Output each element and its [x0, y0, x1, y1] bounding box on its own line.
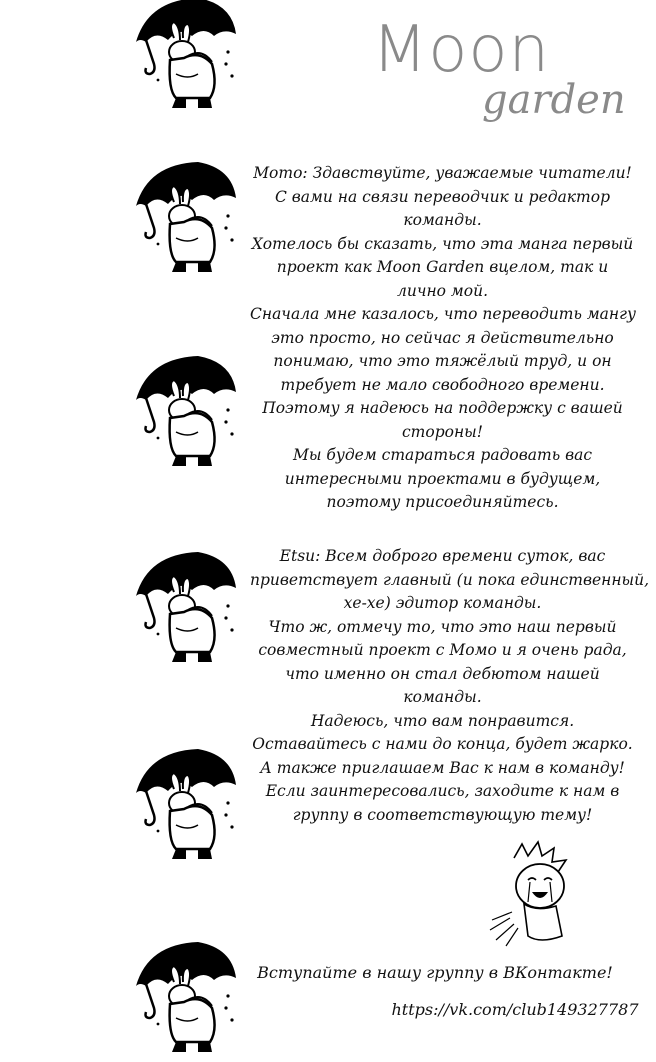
message-line: приветствует главный (и пока единственный,: [250, 570, 650, 589]
message-line: А также приглашаем Вас к нам в команду!: [260, 758, 625, 777]
message-line: интересными проектами в будущем,: [284, 469, 601, 488]
message-line: Надеюсь, что вам понравится.: [310, 711, 575, 730]
message-line: Мы будем стараться радовать вас: [292, 446, 593, 464]
message-line: лично мой.: [396, 281, 489, 300]
umbrella-bunny-icon: [128, 158, 238, 278]
logo-sub-text: garden: [482, 77, 626, 123]
message-line: совместный проект с Момо и я очень рада,: [258, 641, 627, 659]
message-line: команды.: [403, 211, 482, 229]
momo-message: [250, 162, 635, 515]
message-line: команды.: [403, 688, 482, 706]
message-line: Если заинтересовались, заходите к нам в: [265, 782, 620, 800]
message-line: Momo: Здавствуйте, уважаемые читатели!: [253, 164, 632, 182]
message-line: Сначала мне казалось, что переводить мангу: [250, 305, 636, 323]
message-line: поэтому присоединяйтесь.: [326, 493, 559, 511]
umbrella-bunny-icon: [128, 548, 238, 668]
message-line: С вами на связи переводчик и редактор: [274, 187, 611, 206]
message-line: что именно он стал дебютом нашей: [285, 664, 600, 683]
message-line: это просто, но сейчас я действительно: [271, 328, 614, 347]
message-line: Что ж, отмечу то, что это наш первый: [268, 617, 617, 636]
vk-group-link[interactable]: https://vk.com/club149327787: [391, 1000, 639, 1019]
message-line: проект как Moon Garden вцелом, так и: [276, 258, 609, 276]
message-line: требует не мало свободного времени.: [280, 375, 605, 394]
message-line: Поэтому я надеюсь на поддержку с вашей: [262, 399, 623, 417]
umbrella-bunny-icon: [128, 0, 238, 114]
join-group-text: Вступайте в нашу группу в ВКонтакте!: [257, 963, 613, 982]
message-line: группу в соответствующую тему!: [292, 805, 593, 824]
etsu-message: [250, 545, 650, 827]
message-line: хе-хе) эдитор команды.: [343, 594, 542, 612]
umbrella-bunny-icon: [128, 352, 238, 472]
message-line: Хотелось бы сказать, что эта манга первый: [251, 234, 634, 253]
message-line: стороны!: [401, 422, 484, 441]
moon-garden-logo: [372, 13, 642, 138]
umbrella-bunny-icon: [128, 938, 238, 1058]
crying-chibi-icon: [484, 840, 576, 950]
message-line: Оставайтесь с нами до конца, будет жарко.: [252, 735, 633, 753]
logo-main-text: Moon: [372, 13, 551, 87]
umbrella-bunny-icon: [128, 745, 238, 865]
message-line: Etsu: Всем доброго времени суток, вас: [279, 547, 606, 565]
message-line: понимаю, что это тяжёлый труд, и он: [273, 352, 612, 370]
